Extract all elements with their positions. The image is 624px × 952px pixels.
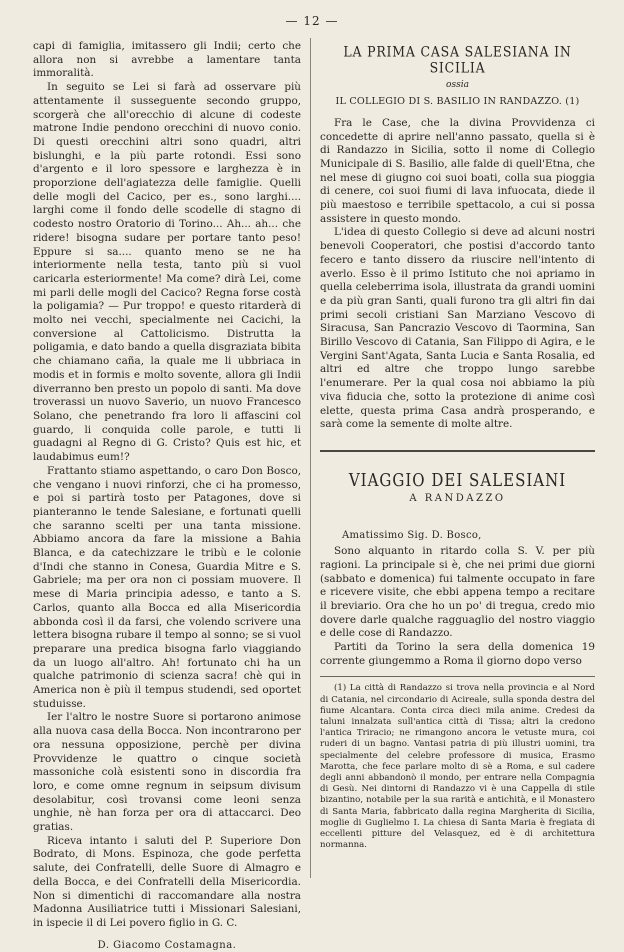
- left-paragraph-3: Frattanto stiamo aspettando, o caro Don Bosco, che vengano i nuovi rinforzi, che ci ha promesso, e poi si partirà tosto per Patagones, dove si pianteranno le tende Salesiane, e fortunati quelli che saranno scelti per una tanta missione. Abbiamo ancora da fare la missione a Bahia Blanca, e da catechizzare le tribù e le colonie d'Indi che stanno in Conesa, Guardia Mitre e S. Gabriele; ma per ora non ci possiam muovere. Il mese di Maria principia adesso, e tanto a S. Carlos, quanto alla Bocca ed alla Misericordia abbonda così il da farsi, che volendo scrivere una lettera bisogna rubare il tempo al sonno; se si vuol preparare una predica bisogna farlo viaggiando da un luogo all'altro. Ah! fortunato chi ha un qualche patrimonio di scienza sacra! chè qui in America non è più il tempus studendi, sed oportet studuisse.: [33, 464, 301, 710]
- left-paragraph-2: In seguito se Lei si farà ad osservare più attentamente il susseguente secondo gruppo, scorgerà che all'orecchio di alcune di codeste matrone Indie pendono orecchini di nuovo conio. Di questi orecchini altri sono quadri, altri bislunghi, e la più parte rotondi. Essi sono d'argento e il loro spessore e larghezza è in proporzione dell'agiatezza delle famiglie. Quelli delle mogli del Cacico, per es., sono larghi.... larghi come il fondo delle scodelle di stagno di codesto nostro Oratorio di Torino... Ah... ah... che ridere! bisogna sudare per portare tanto peso! Eppure si sa.... quanto meno se ne ha interiormente nella testa, tanto più si vuol caricarla esteriormente! Ma come? dirà Lei, come mi parli delle mogli del Cacico? Regna forse costà la poligamia? — Pur troppo! e questo ritarderà di molto nei vecchi, specialmente nei Cacichi, la conversione al Cattolicismo. Distrutta la poligamia, e dato bando a quella disgraziata bibita che chiamano caña, la quale me li ubbriaca in modis et in formis e molto sovente, allora gli Indii diverranno ben presto un popolo di santi. Ma dove troverassi un nuovo Saverio, un nuovo Francesco Solano, che penetrando fra loro li affascini col guardo, li conquida colle parole, e tutti li guadagni al Regno di G. Cristo? Quis est hic, et laudabimus eum!?: [33, 81, 301, 464]
- page-number: — 12 —: [285, 14, 339, 28]
- left-paragraph-5: Riceva intanto i saluti del P. Superiore Don Bodrato, di Mons. Espinoza, che gode perfetta salute, dei Confratelli, delle Suore di Almagro e della Bocca, e dei Confratelli della Misericordia. Non si dimentichi di raccomandare alla nostra Madonna Ausiliatrice tutti i Missionari Salesiani, in ispecie il di Lei povero figlio in G. C.: [33, 834, 301, 929]
- column-divider: [310, 38, 311, 878]
- viaggio-paragraph-1: Sono alquanto in ritardo colla S. V. per più ragioni. La principale si è, che nei primi due giorni (sabbato e domenica) fui talmente occupato in fare e ricevere visite, che ebbi appena tempo a recitare il breviario. Ora che ho un po' di tregua, credo mio dovere darle qualche ragguaglio del nostro viaggio e delle cose di Randazzo.: [320, 545, 595, 640]
- left-column: [33, 40, 301, 951]
- letter-salutation: Amatissimo Sig. D. Bosco,: [342, 530, 482, 542]
- footnote-rule: [320, 676, 595, 677]
- viaggio-paragraph-2: Partiti da Torino la sera della domenica 19 corrente giungemmo a Roma il giorno dopo verso: [320, 641, 595, 667]
- footnote: (1) La città di Randazzo si trova nella provincia e al Nord di Catania, nel circondario di Acireale, sulla sponda destra del fiume Alcantara. Conta circa dieci mila anime. Credesi da taluni innalzata sull'antica città di Tissa; altri la credono l'antica Triracio; ne rimangono ancora le vetuste mura, coi ruderi di un bagno. Vantasi patria di più illustri uomini, tra specialmente del celebre professore di musica, Erasmo Marotta, che fece parlare molto di sè a Roma, e sul cadere degli anni abbandonò il mondo, per entrare nella Compagnia di Gesù. Nei dintorni di Randazzo vi è una Cappella di stile bizantino, notabile per la sua rarità e antichità, e il Monastero di Santa Maria, fabbricato dalla regina Margherita di Sicilia, moglie di Guglielmo I. La chiesa di Santa Maria è fregiata di eccellenti pitture del Velasquez, ed è di architettura normanna.: [320, 683, 595, 851]
- letter-signature: D. Giacomo Costamagna.: [97, 939, 237, 951]
- article-title: LA PRIMA CASA SALESIANA IN SICILIA: [343, 42, 572, 76]
- right-column: [320, 40, 595, 890]
- article-subtitle: IL COLLEGIO DI S. BASILIO IN RANDAZZO. (1): [335, 96, 580, 108]
- left-paragraph-4: Ier l'altro le nostre Suore si portarono animose alla nuova casa della Bocca. Non incontrarono per ora nessuna opposizione, perchè per divina Provvidenze le quattro o cinque società massoniche colà esistenti sono in discordia fra loro, e come omne regnum in seipsum divisum desolabitur, così trovansi come leoni senza unghie, nè han forza per ora di attaccarci. Deo gratias.: [33, 711, 301, 834]
- section-rule: [320, 450, 595, 452]
- viaggio-title: VIAGGIO DEI SALESIANI: [348, 469, 567, 491]
- article-ossia: ossia: [446, 80, 469, 91]
- viaggio-subtitle: A RANDAZZO: [409, 492, 506, 504]
- left-paragraph-1: capi di famiglia, imitassero gli Indii; certo che allora non si avrebbe a lamentare tanta immoralità.: [33, 40, 301, 80]
- right-paragraph-1: Fra le Case, che la divina Provvidenza ci concedette di aprire nell'anno passato, quella si è di Randazzo in Sicilia, sotto il nome di Collegio Municipale di S. Basilio, alle falde di quell'Etna, che nel mese di giugno coi suoi boati, colla sua pioggia di cenere, coi suoi fiumi di lava infuocata, diede il più maestoso e terribile spettacolo, a cui si possa assistere in questo mondo.: [320, 116, 595, 225]
- right-paragraph-2: L'idea di questo Collegio si deve ad alcuni nostri benevoli Cooperatori, che postisi d'accordo tanto fecero e tanto dissero da riuscire nell'intento di averlo. Esso è il primo Istituto che noi apriamo in quella celeberrima isola, illustrata da grandi uomini e da più gran Santi, quali furono tra gli altri fin dai primi secoli cristiani San Marziano Vescovo di Siracusa, San Pancrazio Vescovo di Taormina, San Birillo Vescovo di Catania, San Filippo di Agira, e le Vergini Sant'Agata, Santa Lucia e Santa Rosalia, ed altri ed altre che troppo lungo sarebbe l'enumerare. Per la qual cosa noi abbiamo la più viva fiducia che, sotto la protezione di anime così elette, questa prima Casa andrà prosperando, e sarà come la semente di molte altre.: [320, 226, 595, 431]
